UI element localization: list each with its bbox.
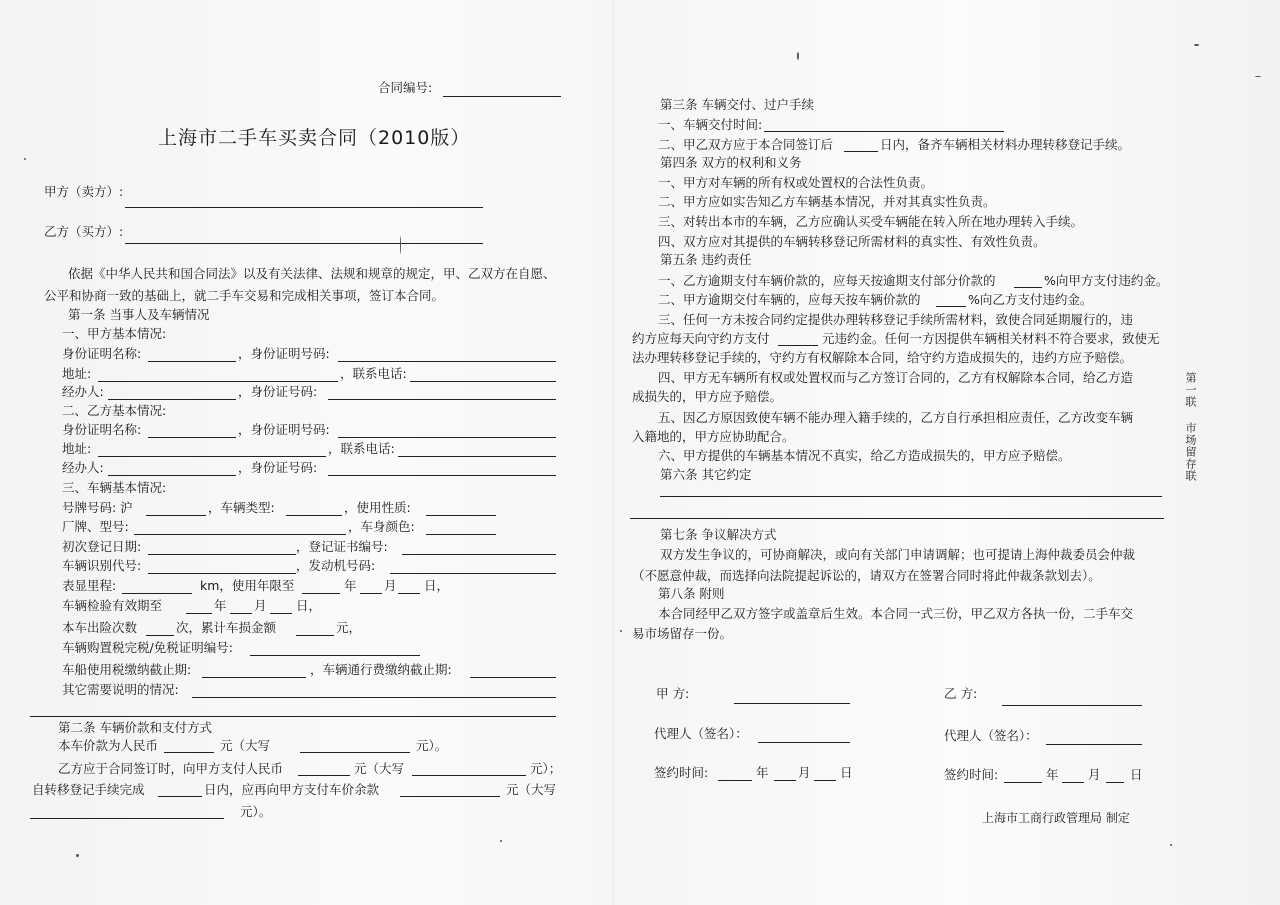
a5-item5b: 入籍地的，甲方应协助配合。 bbox=[632, 429, 795, 444]
v-engine-label: ，发动机号码: bbox=[296, 558, 376, 573]
date-b-day-line bbox=[1106, 782, 1124, 783]
a3-item1: 一、车辆交付时间: bbox=[658, 117, 763, 132]
contract-number-line bbox=[443, 96, 561, 97]
scan-speck bbox=[797, 52, 799, 60]
scan-speck bbox=[1194, 44, 1199, 46]
date-a-year: 年 bbox=[756, 765, 769, 780]
pay1-end: 元）； bbox=[530, 761, 562, 776]
scan-speck bbox=[1170, 844, 1172, 846]
v-use-label: ，使用性质: bbox=[344, 500, 411, 515]
v-type-label: ，车辆类型: bbox=[208, 500, 275, 515]
pay1-label: 乙方应于合同签订时，向甲方支付人民币 bbox=[58, 761, 284, 776]
v-inspect-label: 车辆检验有效期至 bbox=[62, 598, 163, 613]
a7-line2: （不愿意仲裁，而选择向法院提起诉讼的，请双方在签署合同时将此仲裁条款划去）。 bbox=[632, 568, 1101, 583]
v-day-label: 日， bbox=[424, 578, 450, 593]
b-phone-line bbox=[398, 456, 556, 457]
party-a-line bbox=[125, 207, 483, 208]
v-insp-day-line bbox=[270, 613, 292, 614]
pay1-words-line bbox=[412, 775, 526, 776]
a-phone-line bbox=[410, 381, 556, 382]
v-insp-year-line bbox=[186, 613, 212, 614]
date-b-day: 日 bbox=[1130, 767, 1143, 782]
a5-item1b: %向甲方支付违约金。 bbox=[1044, 273, 1169, 288]
b-agent-id-line bbox=[328, 475, 556, 476]
v-color-label: ，车身颜色: bbox=[348, 519, 415, 534]
v-claims-line bbox=[146, 635, 174, 636]
b-agent-id-label: ，身份证号码: bbox=[238, 460, 318, 475]
scan-speck bbox=[24, 158, 26, 160]
date-a-month: 月 bbox=[798, 765, 811, 780]
article-6-heading: 第六条 其它约定 bbox=[660, 467, 752, 482]
document-title: 上海市二手车买卖合同（2010版） bbox=[158, 127, 471, 149]
article-1-heading: 第一条 当事人及车辆情况 bbox=[68, 307, 210, 322]
a5-item3-amount-line bbox=[778, 345, 818, 346]
v-plate-label: 号牌号码: 沪 bbox=[62, 500, 133, 515]
scan-speck bbox=[400, 236, 401, 254]
sign-party-a-line bbox=[734, 703, 850, 704]
v-insp-month-label: 月 bbox=[254, 598, 267, 613]
a5-item3b: 约方应每天向守约方支付 bbox=[632, 331, 770, 346]
v-day-line bbox=[398, 593, 420, 594]
v-insp-day-label: 日， bbox=[296, 598, 322, 613]
a5-item1a: 一、乙方逾期支付车辆价款的，应每天按逾期支付部分价款的 bbox=[658, 273, 996, 288]
agent-a-line bbox=[758, 742, 850, 743]
v-toll-line bbox=[470, 677, 556, 678]
v-vessel-tax-line bbox=[202, 677, 306, 678]
pay2-mid: 日内，应再向甲方支付车价余款 bbox=[204, 782, 380, 797]
a-agent-label: 经办人: bbox=[62, 384, 104, 399]
sign-party-b-line bbox=[1002, 705, 1142, 706]
a3-days-line bbox=[844, 151, 878, 152]
pay2-yuan: 元（大写 bbox=[506, 782, 557, 797]
price-words-line bbox=[300, 752, 410, 753]
v-use-line bbox=[426, 515, 496, 516]
a-id-no-line bbox=[338, 361, 556, 362]
date-b-label: 签约时间: bbox=[944, 767, 999, 782]
other-terms-line-2 bbox=[630, 518, 1164, 519]
party-a-info-heading: 一、甲方基本情况: bbox=[62, 326, 167, 341]
a5-item3d: 法办理转移登记手续的，守约方有权解除本合同，给守约方造成损失的，违约方应予赔偿。 bbox=[632, 350, 1133, 365]
v-toll-label: ，车辆通行费缴纳截止期: bbox=[310, 662, 452, 677]
b-addr-label: 地址: bbox=[62, 441, 92, 456]
date-a-day-line bbox=[814, 780, 836, 781]
v-tax-cert-line bbox=[250, 655, 420, 656]
article-4-heading: 第四条 双方的权利和义务 bbox=[660, 155, 802, 170]
a4-item1: 一、甲方对车辆的所有权或处置权的合法性负责。 bbox=[658, 175, 934, 190]
v-type-line bbox=[286, 515, 342, 516]
v-month-line bbox=[360, 593, 382, 594]
v-reg-date-label: 初次登记日期: bbox=[62, 539, 142, 554]
v-year-line bbox=[302, 593, 340, 594]
party-b-label: 乙方（买方）: bbox=[44, 224, 124, 239]
a4-item3: 三、对转出本市的车辆，乙方应确认买受车辆能在转入所在地办理转入手续。 bbox=[658, 214, 1084, 229]
page-fold bbox=[612, 0, 614, 905]
v-vin-line bbox=[148, 573, 296, 574]
a5-item6: 六、甲方提供的车辆基本情况不真实，给乙方造成损失的，甲方应予赔偿。 bbox=[658, 448, 1071, 463]
party-b-info-heading: 二、乙方基本情况: bbox=[62, 403, 167, 418]
v-color-line bbox=[426, 534, 496, 535]
b-id-no-label: ，身份证明号码: bbox=[238, 422, 330, 437]
vehicle-info-heading: 三、车辆基本情况: bbox=[62, 480, 167, 495]
v-other-label: 其它需要说明的情况: bbox=[62, 682, 179, 697]
v-month-label: 月 bbox=[384, 578, 397, 593]
v-mileage-label: 表显里程: bbox=[62, 578, 117, 593]
a-phone-label: ，联系电话: bbox=[340, 366, 407, 381]
agent-a-label: 代理人（签名）： bbox=[654, 726, 748, 741]
scan-speck bbox=[1255, 76, 1261, 77]
scan-speck bbox=[76, 854, 79, 857]
a5-item3a: 三、任何一方未按合同约定提供办理转移登记手续所需材料，致使合同延期履行的，违 bbox=[658, 312, 1134, 327]
v-mileage-unit: km，使用年限至 bbox=[200, 578, 295, 593]
a8-line1: 本合同经甲乙双方签字或盖章后生效。本合同一式三份，甲乙双方各执一份，二手车交 bbox=[658, 606, 1134, 621]
v-year-label: 年 bbox=[344, 578, 357, 593]
v-other-line-2 bbox=[30, 716, 556, 717]
preamble-line-1: 依据《中华人民共和国合同法》以及有关法律、法规和规章的规定，甲、乙双方在自愿、 bbox=[68, 266, 556, 281]
sign-party-b-label: 乙 方: bbox=[944, 686, 978, 701]
pay3-end: 元）。 bbox=[240, 804, 272, 819]
v-claims-label: 本车出险次数 bbox=[62, 620, 138, 635]
a4-item4: 四、双方应对其提供的车辆转移登记所需材料的真实性、有效性负责。 bbox=[658, 234, 1046, 249]
date-b-month: 月 bbox=[1088, 767, 1101, 782]
delivery-time-line bbox=[764, 131, 1004, 132]
contract-number-label: 合同编号: bbox=[378, 80, 433, 95]
pay2-label: 自转移登记手续完成 bbox=[32, 782, 145, 797]
a3-item2b: 日内，备齐车辆相关材料办理转移登记手续。 bbox=[880, 137, 1131, 152]
pay1-line bbox=[298, 775, 350, 776]
date-a-month-line bbox=[774, 780, 796, 781]
a5-item3c: 元违约金。任何一方因提供车辆相关材料不符合要求，致使无 bbox=[822, 331, 1160, 346]
a5-item5a: 五、因乙方原因致使车辆不能办理入籍手续的，乙方自行承担相应责任，乙方改变车辆 bbox=[658, 410, 1134, 425]
a4-item2: 二、甲方应如实告知乙方车辆基本情况，并对其真实性负责。 bbox=[658, 194, 996, 209]
article-8-heading: 第八条 附则 bbox=[658, 586, 725, 601]
issuer-footer: 上海市工商行政管理局 制定 bbox=[982, 811, 1130, 825]
a5-item1-pct-line bbox=[1014, 287, 1042, 288]
b-phone-label: ，联系电话: bbox=[328, 441, 395, 456]
a-addr-label: 地址: bbox=[62, 366, 92, 381]
party-a-label: 甲方（卖方）: bbox=[44, 184, 124, 199]
date-a-year-line bbox=[718, 780, 752, 781]
v-mileage-line bbox=[122, 593, 192, 594]
a-agent-line bbox=[108, 399, 236, 400]
a-id-name-label: 身份证明名称: bbox=[62, 346, 142, 361]
a-agent-id-label: ，身份证号码: bbox=[238, 384, 318, 399]
v-brand-label: 厂牌、型号: bbox=[62, 519, 129, 534]
copy-number-tag: 第一联 bbox=[1184, 372, 1197, 408]
pay1-yuan: 元（大写 bbox=[354, 761, 405, 776]
v-insp-month-line bbox=[230, 613, 252, 614]
v-claims-unit: 次，累计车损金额 bbox=[176, 620, 277, 635]
v-vessel-tax-label: 车船使用税缴纳截止期: bbox=[62, 662, 192, 677]
a5-item2-pct-line bbox=[936, 306, 966, 307]
v-brand-line bbox=[134, 534, 346, 535]
pay2-days-line bbox=[158, 796, 202, 797]
date-a-label: 签约时间: bbox=[654, 765, 709, 780]
a3-item2a: 二、甲乙双方应于本合同签订后 bbox=[658, 137, 834, 152]
article-3-heading: 第三条 车辆交付、过户手续 bbox=[660, 97, 814, 112]
a8-line2: 易市场留存一份。 bbox=[632, 626, 733, 641]
a-id-name-line bbox=[148, 361, 236, 362]
price-yuan-label: 元（大写 bbox=[220, 738, 271, 753]
pay2-amount-line bbox=[400, 796, 500, 797]
b-id-name-line bbox=[148, 437, 236, 438]
v-reg-cert-line bbox=[402, 554, 556, 555]
date-b-year-line bbox=[1004, 782, 1042, 783]
v-other-line bbox=[192, 697, 556, 698]
pay3-words-line bbox=[30, 818, 224, 819]
article-2-heading: 第二条 车辆价款和支付方式 bbox=[58, 720, 212, 735]
a5-item4a: 四、甲方无车辆所有权或处置权而与乙方签订合同的，乙方有权解除本合同，给乙方造 bbox=[658, 370, 1134, 385]
scan-speck bbox=[500, 840, 502, 842]
party-b-line bbox=[125, 243, 483, 244]
a5-item2b: %向乙方支付违约金。 bbox=[968, 292, 1093, 307]
v-claims-amount-line bbox=[296, 635, 334, 636]
v-plate-line bbox=[146, 515, 206, 516]
price-line bbox=[164, 752, 214, 753]
b-id-name-label: 身份证明名称: bbox=[62, 422, 142, 437]
v-claims-yuan: 元， bbox=[336, 620, 362, 635]
article-5-heading: 第五条 违约责任 bbox=[660, 252, 752, 267]
v-insp-year-label: 年 bbox=[214, 598, 227, 613]
b-id-no-line bbox=[338, 437, 556, 438]
date-a-day: 日 bbox=[840, 765, 853, 780]
date-b-year: 年 bbox=[1046, 767, 1059, 782]
price-end: 元）。 bbox=[416, 738, 448, 753]
other-terms-line-1 bbox=[660, 496, 1162, 497]
a-id-no-label: ，身份证明号码: bbox=[238, 346, 330, 361]
v-tax-cert-label: 车辆购置税完税/免税证明编号: bbox=[62, 640, 233, 655]
article-7-heading: 第七条 争议解决方式 bbox=[660, 527, 777, 542]
a5-item2a: 二、甲方逾期交付车辆的，应每天按车辆价款的 bbox=[658, 292, 921, 307]
date-b-month-line bbox=[1062, 782, 1084, 783]
v-engine-line bbox=[390, 573, 556, 574]
v-reg-date-line bbox=[148, 554, 296, 555]
v-reg-cert-label: ，登记证书编号: bbox=[296, 539, 388, 554]
price-label: 本车价款为人民币 bbox=[58, 738, 159, 753]
b-addr-line bbox=[98, 456, 326, 457]
a-agent-id-line bbox=[328, 399, 556, 400]
b-agent-line bbox=[108, 475, 236, 476]
a-addr-line bbox=[98, 381, 338, 382]
agent-b-line bbox=[1046, 744, 1142, 745]
agent-b-label: 代理人（签名）： bbox=[944, 728, 1038, 743]
b-agent-label: 经办人: bbox=[62, 460, 104, 475]
a7-line1: 双方发生争议的，可协商解决，或向有关部门申请调解；也可提请上海仲裁委员会仲裁 bbox=[660, 547, 1136, 562]
sign-party-a-label: 甲 方: bbox=[656, 686, 690, 701]
a5-item4b: 成损失的，甲方应予赔偿。 bbox=[632, 389, 783, 404]
market-copy-tag: 市场留存联 bbox=[1184, 422, 1197, 482]
scan-speck bbox=[620, 630, 622, 632]
v-vin-label: 车辆识别代号: bbox=[62, 558, 142, 573]
preamble-line-2: 公平和协商一致的基础上，就二手车交易和完成相关事项，签订本合同。 bbox=[44, 288, 445, 303]
